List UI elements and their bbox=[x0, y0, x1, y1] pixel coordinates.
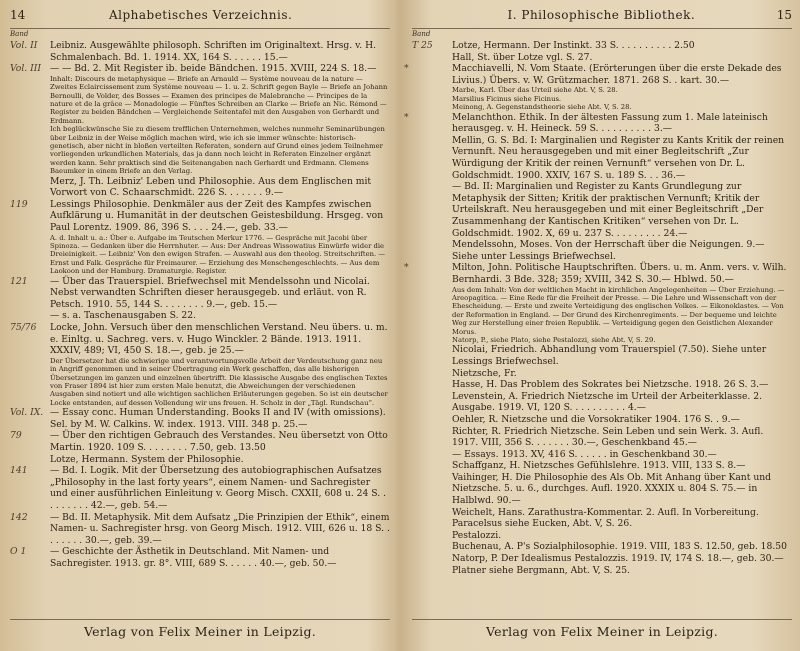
volume-number: Vol. III bbox=[10, 63, 41, 75]
catalog-entry bbox=[10, 234, 390, 276]
catalog-entry bbox=[10, 546, 390, 569]
volume-number: 119 bbox=[10, 198, 28, 210]
catalog-entry bbox=[10, 199, 390, 234]
entry-text: Mendelssohn, Moses. Von der Herrschaft über die Neigungen. 9.— Siehe unter Lessings Briefwechsel. bbox=[452, 239, 765, 262]
entry-text: Leibniz. Ausgewählte philosoph. Schriften im Originaltext. Hrsg. v. H. Schmalenbach. Bd. 1. 1914. XX, 164 S. . . . . . 15.— bbox=[50, 40, 377, 63]
left-page bbox=[4, 0, 396, 651]
entry-text: Ich beglückwünsche Sie zu diesem trefflichen Unternehmen, welches nunmehr Seminarübungen über Leibniz in der Weise möglich machen wird, wie ich sie immer wünschte: historisch-genetisch, aber nicht in bloßen verteilten Referaten, sondern auf Grund eines jedem Teilnehmer vorliegenden urkundlichen Materials, das ja dann noch leicht in Referaten Einzelner ergänzt werden kann. Sehr praktisch sind die Seitenangaben nach Gerhardt und Erdmann. Clemens Baeumker in einem Briefe an den Verlag. bbox=[50, 125, 385, 176]
catalog-entry bbox=[412, 472, 792, 507]
left-footer: Verlag von Felix Meiner in Leipzig. bbox=[10, 619, 390, 639]
catalog-entry bbox=[412, 368, 792, 380]
entry-text: Hall, St. über Lotze vgl. S. 27. bbox=[452, 51, 593, 63]
entry-text: — Bd. II: Marginalien und Register zu Kants Grundlegung zur Metaphysik der Sitten; Kritik der praktischen Vernunft; Kritik der Urteilskraft. Neu herausgegeben und mit einer Begleitschrift „Der Zusammenhang der Kantischen Kritiken“ versehen von Dr. L. Goldschmidt. 1902. X, 69 u. 237 S. . . . . . . . . 24.— bbox=[452, 181, 764, 239]
catalog-entry bbox=[412, 336, 792, 344]
left-running-head bbox=[10, 8, 390, 29]
catalog-entry bbox=[412, 518, 792, 530]
catalog-entry bbox=[412, 52, 792, 64]
right-page-number: 15 bbox=[776, 8, 792, 22]
left-running-title: Alphabetisches Verzeichnis. bbox=[108, 8, 293, 22]
catalog-entry bbox=[404, 262, 792, 285]
catalog-entry bbox=[10, 63, 390, 75]
entry-text: Buchenau, A. P's Sozialphilosophie. 1919. VIII, 183 S. 12.50, geb. 18.50 bbox=[452, 541, 787, 553]
catalog-entry bbox=[412, 181, 792, 239]
catalog-entry bbox=[412, 553, 792, 565]
catalog-entry bbox=[412, 103, 792, 111]
catalog-entry bbox=[412, 40, 792, 52]
catalog-entry bbox=[412, 379, 792, 391]
volume-number: O 1 bbox=[10, 546, 27, 558]
catalog-entry bbox=[10, 276, 390, 311]
entry-text: Levenstein, A. Friedrich Nietzsche im Urteil der Arbeiterklasse. 2. Ausgabe. 1919. VI, 120 S. . . . . . . . . . 4.— bbox=[452, 390, 763, 414]
left-band-label: Band bbox=[10, 30, 29, 38]
catalog-entry bbox=[412, 86, 792, 94]
right-page bbox=[406, 0, 798, 651]
catalog-entry bbox=[10, 310, 390, 322]
catalog-entry bbox=[412, 414, 792, 426]
catalog-entry bbox=[412, 460, 792, 472]
catalog-entry bbox=[10, 512, 390, 547]
entry-text: Melanchthon. Ethik. In der ältesten Fassung zum 1. Male lateinisch herausgeg. v. H. Heineck. 59 S. . . . . . . . . . 3.— bbox=[452, 111, 768, 135]
entry-text: Meinong, A. Gegenstandstheorie siehe Abt. V, S. 28. bbox=[452, 103, 632, 112]
entry-text: — s. a. Taschenausgaben S. 22. bbox=[50, 310, 197, 322]
catalog-entry bbox=[412, 286, 792, 336]
catalog-entry bbox=[10, 75, 390, 125]
entry-text: Milton, John. Politische Hauptschriften. Übers. u. m. Anm. vers. v. Wilh. Bernhardi. 3 Bde. 328; 359; XVIII, 342 S. 30.— Hblwd. 50.— bbox=[452, 262, 787, 285]
entry-text: A. d. Inhalt u. a.: Über e. Aufgabe im Teutschen Merkur 1776. — Gespräche mit Jacobi über Spinoza. — Gedanken über die Herrnhuter. — Aus: Der Andreas Wissowatius Einwürfe wider die Dreieinigkeit. — Leibniz' Von den ewigen Strafen. — Auswahl aus den theolog. Streitschriften. — Ernst und Falk. Gespräche für Freimaurer. — Erziehung des Menschengeschlechts. — Aus dem Laokoon und der Hamburg. Dramaturgie. Register. bbox=[50, 233, 386, 276]
catalog-entry bbox=[404, 111, 792, 135]
catalog-entry bbox=[10, 357, 390, 407]
entry-text: Aus dem Inhalt: Von der weltlichen Macht in kirchlichen Angelegenheiten — Über Erziehung. — Areopagitica. — Eine Rede für die Freiheit der Presse. — Die Lehre und Wissenschaft von der Ehescheidung. — Erste und zweite Verteidigung des englischen Volkes. — Eikonoklastes. — Von der Reformation in England. — Der Grund des Kirchenregiments. — Der bequeme und leichte Weg zur Herstellung einer freien Republik. — Verteidigung gegen den Geistlichen Alexander Morus. bbox=[452, 285, 785, 336]
right-footer: Verlag von Felix Meiner in Leipzig. bbox=[412, 619, 792, 639]
entry-text: Lessings Philosophie. Denkmäler aus der Zeit des Kampfes zwischen Aufklärung u. Humanität in der deutschen Geistesbildung. Hrsgeg. von Paul Lorentz. 1909. 86, 396 S. . . . 24.—, geb. 33.— bbox=[50, 198, 384, 234]
right-band-label: Band bbox=[412, 30, 431, 38]
right-running-head bbox=[412, 8, 792, 29]
asterisk-mark-icon: * bbox=[404, 111, 409, 123]
volume-number: 121 bbox=[10, 275, 28, 287]
entry-text: Nicolai, Friedrich. Abhandlung vom Trauerspiel (7.50). Siehe unter Lessings Briefwechsel. bbox=[452, 344, 767, 367]
entry-text: Platner siehe Bergmann, Abt. V, S. 25. bbox=[452, 564, 630, 576]
volume-number: Vol. II bbox=[10, 40, 38, 51]
entry-text: — Über das Trauerspiel. Briefwechsel mit Mendelssohn und Nicolai. Nebst verwandten Schriften dieser herausgegeb. und erläut. von R. Petsch. 1910. 55, 144 S. . . . . . . . 9.—, geb. 15.— bbox=[50, 275, 370, 310]
catalog-entry bbox=[10, 407, 390, 430]
catalog-entry bbox=[10, 465, 390, 511]
entry-text: Richter, R. Friedrich Nietzsche. Sein Leben und sein Werk. 3. Aufl. 1917. VIII, 356 S. . . . . . . 30.—, Geschenkband 45.— bbox=[452, 425, 764, 449]
catalog-entry bbox=[10, 322, 390, 357]
volume-number: T 25 bbox=[412, 40, 433, 51]
catalog-entry bbox=[412, 391, 792, 414]
entry-text: — Bd. I. Logik. Mit der Übersetzung des autobiographischen Aufsatzes „Philosophy in the last forty years“, einem Namen- und Sachregister und einer ausführlichen Einleitung v. Georg Misch. CXXII, 608 u. 24 S. . . . . . . . . 42.—, geb. 54.— bbox=[50, 465, 387, 511]
catalog-entry bbox=[412, 344, 792, 367]
volume-number: 142 bbox=[10, 511, 28, 523]
entry-text: Lotze, Hermann. Der Instinkt. 33 S. . . . . . . . . . 2.50 bbox=[452, 40, 695, 51]
asterisk-mark-icon: * bbox=[404, 63, 409, 75]
volume-number: 79 bbox=[10, 430, 22, 442]
catalog-entry bbox=[412, 239, 792, 262]
catalog-entry bbox=[404, 63, 792, 86]
catalog-entry bbox=[412, 530, 792, 542]
catalog-entry bbox=[412, 541, 792, 553]
catalog-entry bbox=[412, 135, 792, 181]
entry-text: Mellin, G. S. Bd. I: Marginalien und Register zu Kants Kritik der reinen Vernunft. Neu herausgegeben und mit einer Begleitschrift „Zur Würdigung der Kritik der reinen Vernunft“ versehen von Dr. L. Goldschmidt. 1900. XXIV, 167 S. u. 189 S. . . 36.— bbox=[452, 134, 785, 181]
volume-number: 75/76 bbox=[10, 322, 37, 334]
left-entry-list bbox=[10, 40, 390, 611]
entry-text: Locke, John. Versuch über den menschlichen Verstand. Neu übers. u. m. e. Einltg. u. Sachreg. vers. v. Hugo Winckler. 2 Bände. 1913. 1911. XXXIV, 489; VI, 450 S. 18.—, geb. je 25.— bbox=[50, 322, 388, 357]
entry-text: Marbe, Karl. Über das Urteil siehe Abt. V, S. 28. bbox=[452, 86, 618, 95]
entry-text: — Geschichte der Ästhetik in Deutschland. Mit Namen- und Sachregister. 1913. gr. 8°. VIII, 689 S. . . . . . 40.—, geb. 50.— bbox=[50, 546, 337, 569]
entry-text: Weichelt, Hans. Zarathustra-Kommentar. 2. Aufl. In Vorbereitung. bbox=[452, 506, 759, 518]
entry-text: Natorp, P. Der Idealismus Pestalozzis. 1919. IV, 174 S. 18.—, geb. 30.— bbox=[452, 553, 784, 565]
volume-number: 141 bbox=[10, 465, 28, 477]
entry-text: Nietzsche, Fr. bbox=[452, 367, 517, 379]
entry-text: Vaihinger, H. Die Philosophie des Als Ob. Mit Anhang über Kant und Nietzsche. 5. u. 6., durchges. Aufl. 1920. XXXIX u. 804 S. 75.— in Halblwd. 90.— bbox=[452, 471, 772, 507]
entry-text: — — Bd. 2. Mit Register ib. beide Bändchen. 1915. XVIII, 224 S. 18.— bbox=[50, 63, 377, 75]
entry-text: Inhalt: Discours de metaphysique — Briefe an Arnauld — Système nouveau de la nature — Zweites Eclaircissement zum Système nouveau — 1. u. 2. Schrift gegen Bayle — Briefe an Johann Bernoulli, de Volder, des Bosses — Examen des principes de Malebranche — Principes de la nature et de la grâce — Monadologie — Fünftes Schreiben an Clarke — Briefe an Nic. Rémond — Register zu beiden Bändchen — Vergleichende Seitentafel mit den Ausgaben von Gerhardt und Erdmann. bbox=[50, 74, 388, 125]
volume-number: Vol. IX. bbox=[10, 407, 44, 419]
entry-text: — Essays. 1913. XV, 416 S. . . . . . in Geschenkband 30.— bbox=[452, 448, 717, 460]
asterisk-mark-icon: * bbox=[404, 262, 409, 274]
entry-text: Oehler, R. Nietzsche und die Vorsokratiker 1904. 176 S. . 9.— bbox=[452, 413, 740, 425]
catalog-entry bbox=[10, 176, 390, 199]
entry-text: Schaffganz, H. Nietzsches Gefühlslehre. 1913. VIII, 133 S. 8.— bbox=[452, 460, 746, 472]
entry-text: — Essay conc. Human Understanding. Books II and IV (with omissions). Sel. by M. W. Calkins. W. index. 1913. VIII. 348 p. 25.— bbox=[50, 407, 386, 430]
catalog-entry bbox=[10, 125, 390, 175]
catalog-entry bbox=[10, 430, 390, 453]
entry-text: Natorp, P., siehe Plato, siehe Pestalozzi, siehe Abt. V, S. 29. bbox=[452, 335, 656, 344]
right-entry-list bbox=[404, 40, 792, 611]
left-page-number: 14 bbox=[10, 8, 26, 22]
entry-text: Der Übersetzer hat die schwierige und verantwortungsvolle Arbeit der Verdeutschung ganz neu in Angriff genommen und in seiner Übertragung ein Werk geschaffen, das alle bisherigen Übersetzungen im ganzen und einzelnen übertrifft. Die klassische Ausgabe des englischen Textes von Fraser 1894 ist hier zum ersten Male benutzt, die Abweichungen der verschiedenen Ausgaben sind notiert und alle wichtigen sachlichen Erläuterungen gegeben. So ist ein deutscher Locke entstanden, auf dessen Vollendung wir uns freuen. H. Scholz in der „Tägl. Rundschau“. bbox=[50, 356, 388, 407]
entry-text: Lotze, Hermann. System der Philosophie. bbox=[50, 453, 244, 465]
catalog-entry bbox=[10, 454, 390, 466]
entry-text: Pestalozzi. bbox=[452, 529, 502, 541]
entry-text: — Bd. II. Metaphysik. Mit dem Aufsatz „Die Prinzipien der Ethik“, einem Namen- u. Sachregister hrsg. von Georg Misch. 1912. VIII, 626 u. 18 S. . . . . . . . 30.—, geb. 39.— bbox=[50, 511, 390, 546]
catalog-entry bbox=[412, 426, 792, 449]
catalog-entry bbox=[412, 507, 792, 519]
catalog-entry bbox=[10, 40, 390, 63]
entry-text: Hasse, H. Das Problem des Sokrates bei Nietzsche. 1918. 26 S. 3.— bbox=[452, 379, 769, 391]
right-running-title: I. Philosophische Bibliothek. bbox=[507, 8, 696, 22]
entry-text: Marsilius Ficinus siehe Ficinus. bbox=[452, 94, 562, 103]
entry-text: Paracelsus siehe Eucken, Abt. V, S. 26. bbox=[452, 518, 633, 530]
entry-text: Macchiavelli, N. Vom Staate. (Erörterungen über die erste Dekade des Livius.) Übers. v. W. Grützmacher. 1871. 268 S. . kart. 30.— bbox=[452, 63, 782, 86]
entry-text: Merz, J. Th. Leibniz' Leben und Philosophie. Aus dem Englischen mit Vorwort von C. Schaarschmidt. 226 S. . . . . . . 9.— bbox=[50, 175, 372, 199]
catalog-entry bbox=[412, 449, 792, 461]
entry-text: — Über den richtigen Gebrauch des Verstandes. Neu übersetzt von Otto Martin. 1920. 109 S. . . . . . . . 7.50, geb. 13.50 bbox=[50, 430, 388, 454]
catalog-entry bbox=[412, 565, 792, 577]
catalog-entry bbox=[412, 95, 792, 103]
